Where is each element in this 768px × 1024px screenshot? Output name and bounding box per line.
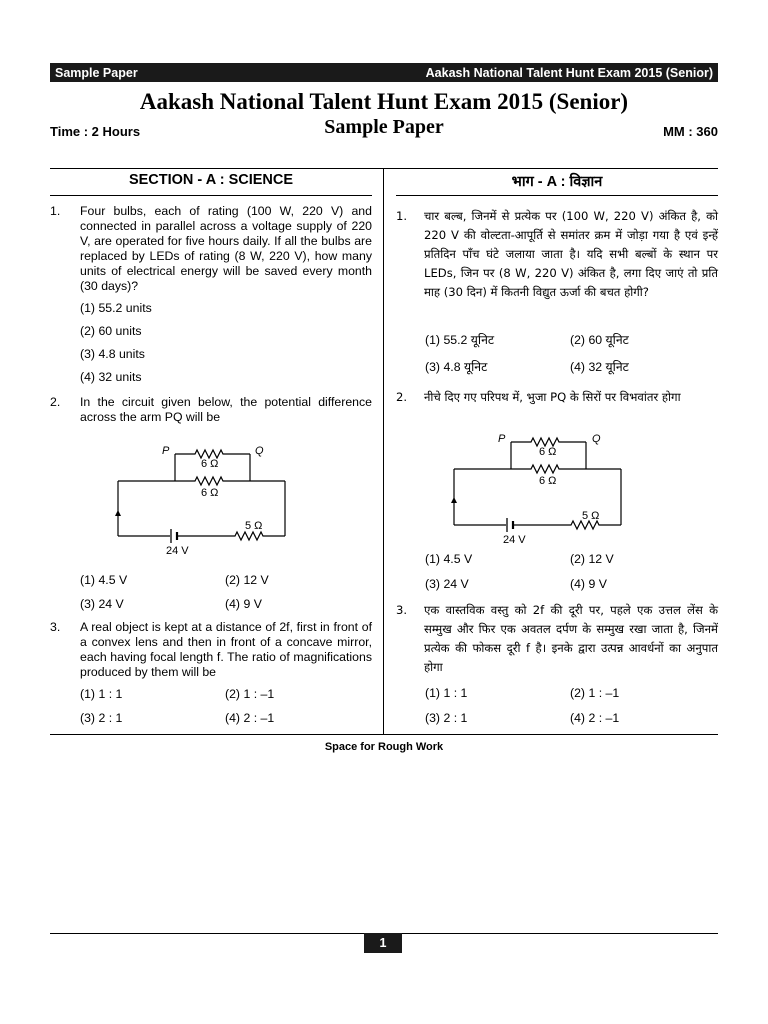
option-en-3-3[interactable]: (3) 2 : 1 [80, 711, 123, 725]
max-marks: MM : 360 [663, 124, 718, 139]
option-en-1-3[interactable]: (3) 4.8 units [80, 347, 145, 361]
option-en-1-4[interactable]: (4) 32 units [80, 370, 142, 384]
option-en-3-2[interactable]: (2) 1 : –1 [225, 687, 275, 701]
question-text: Four bulbs, each of rating (100 W, 220 V) and connected in parallel across a voltage supply of 220 V, are operated for five hours daily. If all the bulbs are replaced by LEDs of rating (8 W, 220 V), how many units of electrical energy will be saved every month (30 days)? [80, 204, 372, 293]
question-number: 2. [396, 390, 408, 404]
question-number: 3. [50, 620, 61, 634]
label-q: Q [592, 433, 601, 445]
question-text: In the circuit given below, the potential difference across the arm PQ will be [80, 395, 372, 424]
exam-title: Aakash National Talent Hunt Exam 2015 (Senior) [139, 89, 629, 114]
circuit-diagram-en [100, 438, 300, 560]
label-r1: 6 Ω [539, 446, 557, 458]
option-hi-1-3[interactable]: (3) 4.8 यूनिट [425, 360, 488, 374]
option-en-2-1[interactable]: (1) 4.5 V [80, 573, 128, 587]
option-en-2-2[interactable]: (2) 12 V [225, 573, 269, 587]
option-en-3-4[interactable]: (4) 2 : –1 [225, 711, 275, 725]
label-r3: 5 Ω [582, 510, 600, 522]
option-hi-1-4[interactable]: (4) 32 यूनिट [570, 360, 629, 374]
question-text: चार बल्ब, जिनमें से प्रत्येक पर (100 W, 220 V) अंकित है, को 220 V की वोल्टता-आपूर्ति से समांतर क्रम में जोड़ा गया है एवं इन्हें प्रतिदिन पाँच घंटे जलाया जाता है। यदि सभी बल्बों के स्थान पर LEDs, जिन पर (8 W, 220 V) अंकित है, लगा दिए जाएं तो प्रति माह (30 दिन) में कितनी विद्युत ऊर्जा की बचत होगी? [424, 209, 718, 299]
option-hi-3-3[interactable]: (3) 2 : 1 [425, 711, 468, 725]
question-text: A real object is kept at a distance of 2f, first in front of a convex lens and then in front of a concave mirror, each having focal length f. The ratio of magnifications produced by them will be [80, 620, 372, 679]
option-hi-2-2[interactable]: (2) 12 V [570, 552, 614, 566]
page-number: 1 [364, 933, 402, 953]
content-bottom-rule [50, 734, 718, 735]
label-battery: 24 V [503, 534, 526, 546]
section-title-hindi: भाग - A : विज्ञान [511, 174, 603, 190]
question-number: 2. [50, 395, 61, 409]
question-number: 3. [396, 603, 408, 617]
rough-work-label: Space for Rough Work [324, 741, 444, 753]
label-battery: 24 V [166, 545, 189, 557]
question-number: 1. [396, 209, 408, 223]
option-hi-1-1[interactable]: (1) 55.2 यूनिट [425, 333, 495, 347]
running-header [50, 63, 718, 82]
question-text: एक वास्तविक वस्तु को 2f की दूरी पर, पहले एक उत्तल लेंस के सम्मुख और फिर एक अवतल दर्पण के सम्मुख रखा जाता है, जिनमें प्रत्येक की फोकस दूरी f है। इनके द्वारा उत्पन्न आवर्धनों का अनुपात होगा [424, 603, 718, 674]
circuit-diagram-hi [436, 428, 636, 550]
time-allowed: Time : 2 Hours [50, 124, 141, 139]
option-en-1-2[interactable]: (2) 60 units [80, 324, 142, 338]
option-en-2-4[interactable]: (4) 9 V [225, 597, 262, 611]
exam-subtitle: Sample Paper [324, 116, 444, 138]
option-hi-2-4[interactable]: (4) 9 V [570, 577, 607, 591]
label-r2: 6 Ω [539, 475, 557, 487]
label-q: Q [255, 445, 264, 457]
label-r1: 6 Ω [201, 458, 219, 470]
option-hi-3-4[interactable]: (4) 2 : –1 [570, 711, 620, 725]
option-hi-2-1[interactable]: (1) 4.5 V [425, 552, 473, 566]
label-r3: 5 Ω [245, 520, 263, 532]
option-hi-1-2[interactable]: (2) 60 यूनिट [570, 333, 629, 347]
column-divider [383, 168, 384, 735]
header-rule [50, 168, 718, 169]
question-text: नीचे दिए गए परिपथ में, भुजा PQ के सिरों पर विभवांतर होगा [424, 390, 681, 404]
label-p: P [162, 445, 170, 457]
question-number: 1. [50, 204, 61, 218]
section-title-english: SECTION - A : SCIENCE [128, 172, 294, 188]
running-header-left: Sample Paper [55, 65, 138, 80]
option-en-1-1[interactable]: (1) 55.2 units [80, 301, 152, 315]
option-hi-3-1[interactable]: (1) 1 : 1 [425, 686, 468, 700]
option-en-2-3[interactable]: (3) 24 V [80, 597, 124, 611]
section-rule-left [50, 195, 372, 196]
section-rule-right [396, 195, 718, 196]
option-en-3-1[interactable]: (1) 1 : 1 [80, 687, 123, 701]
label-r2: 6 Ω [201, 487, 219, 499]
option-hi-3-2[interactable]: (2) 1 : –1 [570, 686, 620, 700]
option-hi-2-3[interactable]: (3) 24 V [425, 577, 469, 591]
label-p: P [498, 433, 506, 445]
running-header-right: Aakash National Talent Hunt Exam 2015 (Senior) [425, 65, 713, 80]
